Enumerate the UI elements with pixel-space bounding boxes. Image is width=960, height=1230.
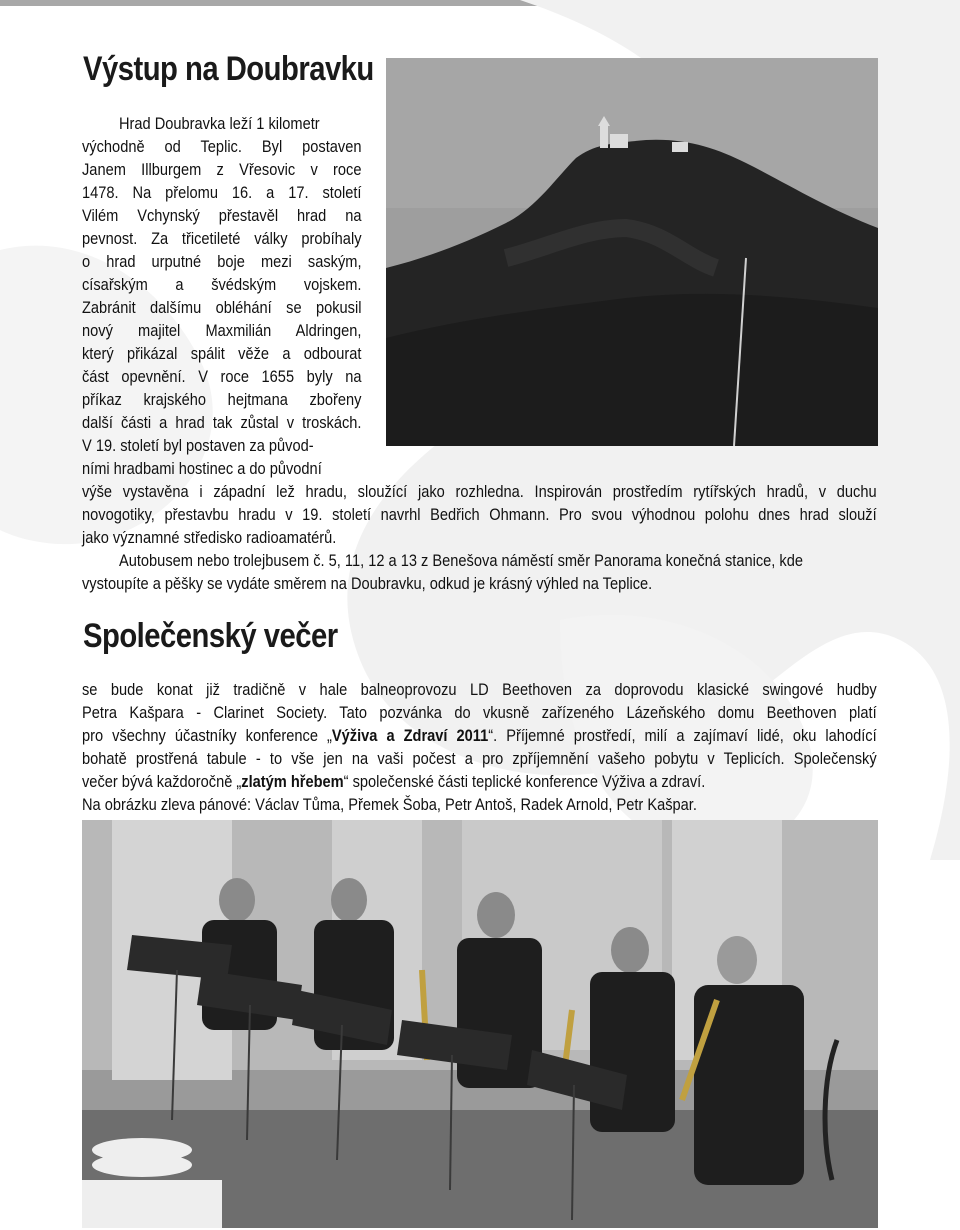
social-evening-text (82, 678, 960, 816)
text-line: Autobusem nebo trolejbusem č. 5, 11, 12 a 13 z Benešova náměstí směr Panorama konečná stanice, kde (118, 551, 804, 570)
text-line: Vilém Vchynský přestavěl hrad na (82, 206, 362, 225)
text-line (82, 724, 877, 747)
text-line: císařským a švédským vojskem. (82, 275, 362, 294)
section-title-doubravka: Výstup na Doubravku (83, 50, 374, 88)
text-line: se bude konat již tradičně v hale balneoprovozu LD Beethoven za doprovodu klasické swingové hudby (82, 680, 877, 699)
text-line: Hrad Doubravka leží 1 kilometr (118, 114, 320, 133)
text-line: východně od Teplic. Byl postaven (82, 137, 362, 156)
doubravka-castle-hill-photo (386, 58, 878, 446)
text-line: Janem Illburgem z Vřesovic v roce (82, 160, 362, 179)
text-line: bohatě prostřená tabule - to vše jen na vaši počest a pro zpříjemnění vašeho pobytu v Teplicích. Společenský (82, 749, 877, 768)
doubravka-text-narrow (82, 112, 362, 480)
text-line: 1478. Na přelomu 16. a 17. století (82, 183, 362, 202)
golden-highlight-bold: zlatým hřebem (241, 772, 344, 791)
doubravka-text-wide (82, 480, 960, 595)
clarinet-society-band-photo (82, 820, 878, 1228)
text-line: V 19. století byl postaven za původ- (82, 436, 314, 455)
text-line (82, 770, 877, 793)
text-line: Zabránit dalšímu obléhání se pokusil (82, 298, 362, 317)
conference-name-bold: Výživa a Zdraví 2011 (331, 726, 489, 745)
text-line: ními hradbami hostinec a do původní (82, 459, 322, 478)
text-line: další části a hrad tak zůstal v troskách. (82, 413, 362, 432)
text-line: Petra Kašpara - Clarinet Society. Tato pozvánka do vkusně zařízeného Lázeňského domu Beethoven platí (82, 703, 877, 722)
text-line: o hrad urputné boje mezi saským, (82, 252, 362, 271)
text-fragment: pro všechny účastníky konference „ (82, 726, 332, 745)
text-fragment: večer bývá každoročně „ (82, 772, 242, 791)
text-line: jako významné středisko radioamatérů. (82, 528, 337, 547)
text-line: Na obrázku zleva pánové: Václav Tůma, Přemek Šoba, Petr Antoš, Radek Arnold, Petr Kašpar. (82, 795, 697, 814)
text-line: výše vystavěna i západní lež hradu, sloužící jako rozhledna. Inspirován prostředím rytířských hradů, v duchu (82, 482, 877, 501)
text-line: novogotiky, přestavbu hradu v 19. století navrhl Bedřich Ohmann. Pro svou výhodnou polohu dnes hrad slouží (82, 505, 877, 524)
text-line: vystoupíte a pěšky se vydáte směrem na Doubravku, odkud je krásný výhled na Teplice. (82, 574, 653, 593)
text-fragment: “ společenské části teplické konference Výživa a zdraví. (343, 772, 706, 791)
text-fragment: “. Příjemné prostředí, milí a zajímaví lidé, oku lahodící (488, 726, 877, 745)
text-line: část opevnění. V roce 1655 byly na (82, 367, 362, 386)
text-line: nový majitel Maxmilián Aldringen, (82, 321, 362, 340)
text-line: pevnost. Za třicetileté války probíhaly (82, 229, 362, 248)
section-title-social-evening: Společenský večer (83, 617, 338, 655)
text-line: který přikázal spálit věže a odbourat (82, 344, 362, 363)
text-line: příkaz krajského hejtmana zbořeny (82, 390, 362, 409)
